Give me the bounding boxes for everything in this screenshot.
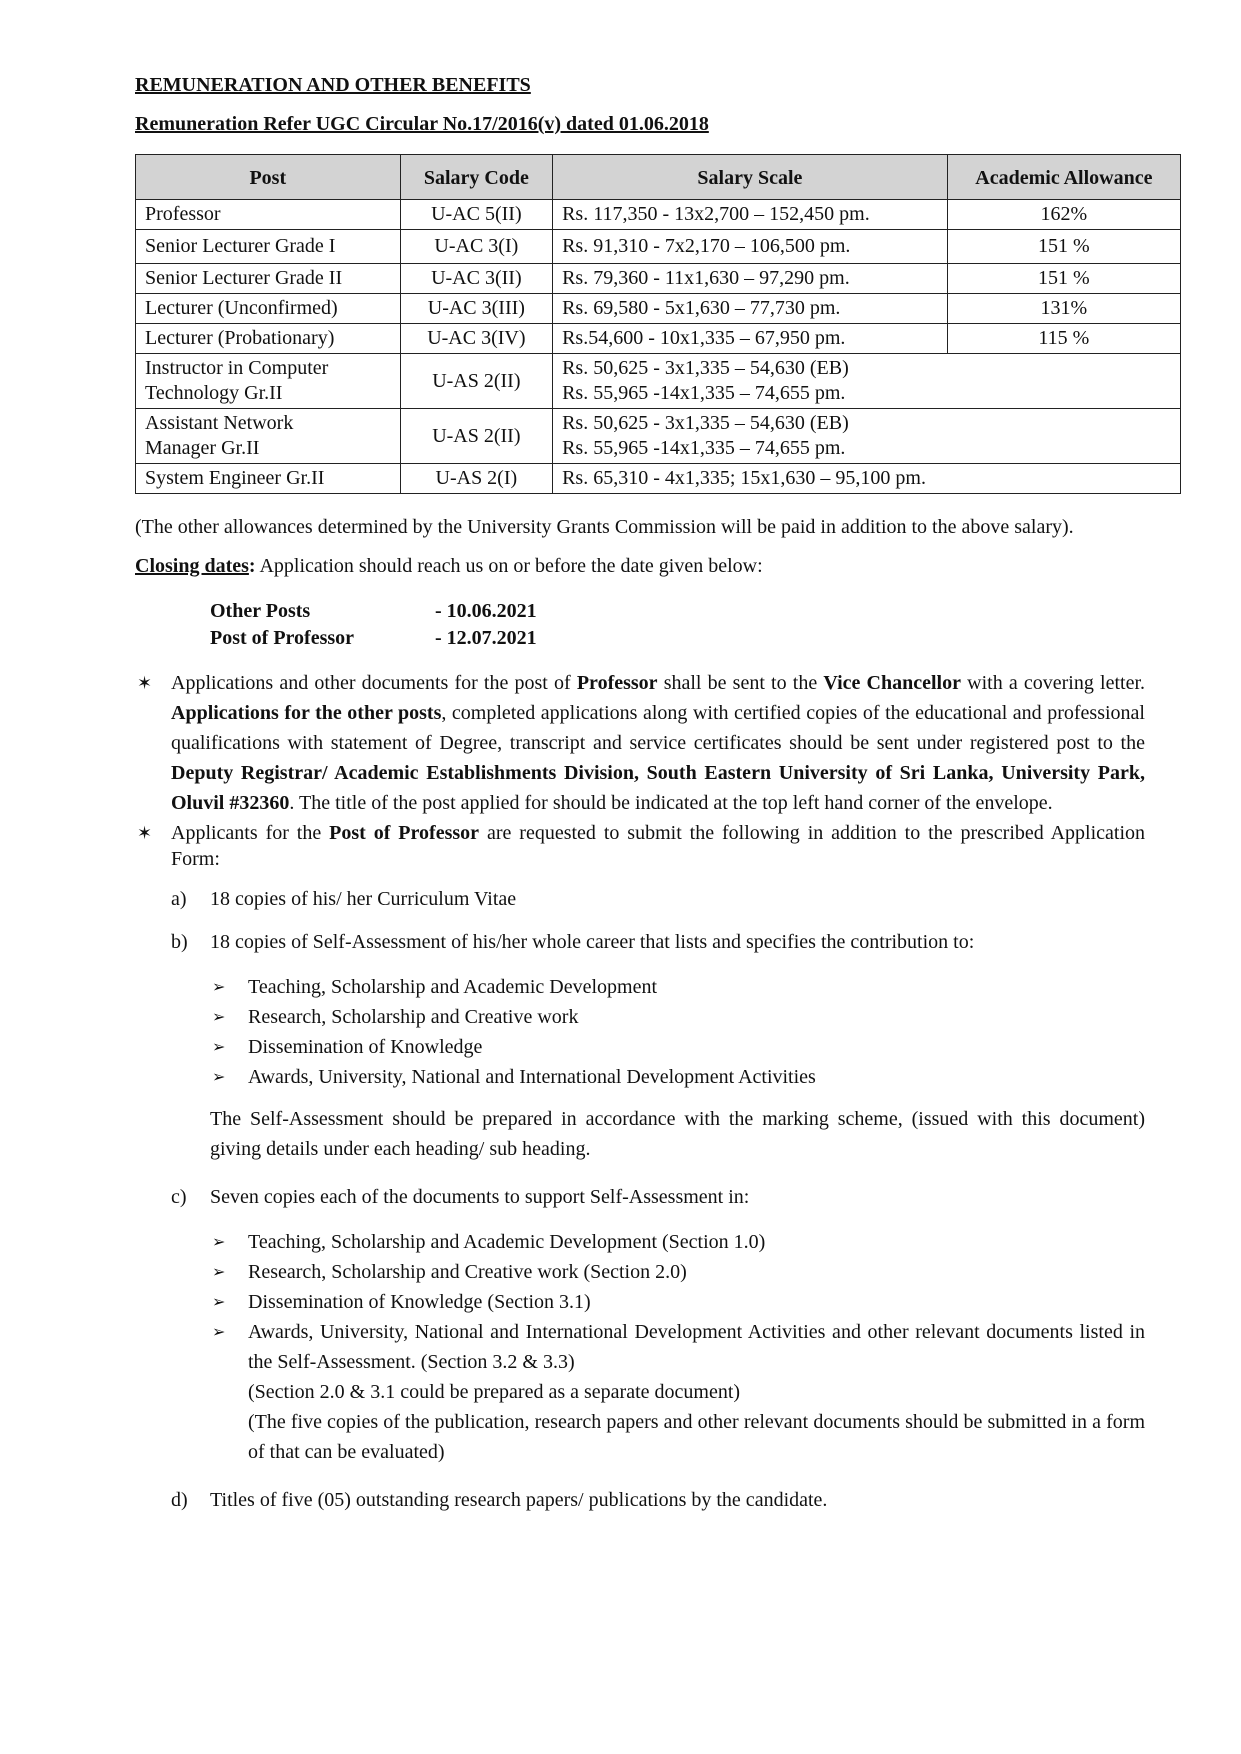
page-heading: REMUNERATION AND OTHER BENEFITS (135, 74, 531, 96)
list-item-d (135, 1489, 1145, 1512)
list-item-c (135, 1186, 1145, 1209)
table-header-row (136, 155, 1181, 200)
sub-list-item (210, 972, 1145, 1002)
post-cell: Lecturer (Probationary) (136, 324, 401, 354)
post-cell: System Engineer Gr.II (136, 464, 401, 494)
bullet-professor-requirements (135, 820, 1145, 872)
table-row (136, 409, 1181, 464)
closing-dates-line (135, 555, 1145, 578)
table-row (136, 200, 1181, 230)
table-row (136, 264, 1181, 294)
column-header: Salary Code (400, 155, 552, 200)
sub-list-item (210, 1062, 1145, 1092)
post-line: Manager Gr.II (145, 437, 260, 459)
salary-table (135, 154, 1181, 494)
bullet-bold-text: Post of Professor (329, 822, 480, 844)
bullet-text: with a covering letter. (960, 672, 1145, 694)
sub-item-text: Dissemination of Knowledge (Section 3.1) (248, 1291, 591, 1313)
arrow-bullet-icon: ➢ (212, 1037, 226, 1056)
sub-list-b (210, 972, 1145, 1092)
sub-item-text: Research, Scholarship and Creative work (248, 1006, 579, 1028)
allowance-cell: 162% (947, 200, 1180, 230)
arrow-bullet-icon: ➢ (212, 1292, 226, 1311)
code-cell: U-AC 3(II) (400, 264, 552, 294)
table-row (136, 354, 1181, 409)
post-cell (136, 409, 401, 464)
date-label: Other Posts (210, 600, 311, 622)
item-text: Titles of five (05) outstanding research papers/ publications by the candidate. (210, 1489, 828, 1511)
closing-dates-list (210, 598, 1145, 652)
scale-cell (553, 354, 1181, 409)
allowance-note: (The other allowances determined by the University Grants Commission will be paid in addition to the above salary). (135, 516, 1074, 538)
date-row (210, 598, 1145, 625)
code-cell: U-AC 5(II) (400, 200, 552, 230)
bullet-bold-text: Deputy Registrar/ Academic Establishments Division, South Eastern University of Sri Lanka, University Park, Oluvil #32360 (171, 762, 1145, 814)
sub-list-c (210, 1227, 1145, 1467)
sub-list-item (210, 1032, 1145, 1062)
sub-item-text: Awards, University, National and International Development Activities (248, 1066, 816, 1088)
code-cell: U-AS 2(I) (400, 464, 552, 494)
bullet-text: . The title of the post applied for should be indicated at the top left hand corner of the envelope. (289, 792, 1053, 814)
item-letter: d) (171, 1489, 188, 1511)
item-letter: a) (171, 888, 187, 910)
item-letter: b) (171, 931, 188, 953)
allowance-cell: 115 % (947, 324, 1180, 354)
page-subheading: Remuneration Refer UGC Circular No.17/2016(v) dated 01.06.2018 (135, 113, 709, 135)
publication-note: (The five copies of the publication, research papers and other relevant documents should be submitted in a form of that can be evaluated) (248, 1411, 1145, 1463)
arrow-bullet-icon: ➢ (212, 1322, 226, 1341)
code-cell: U-AS 2(II) (400, 409, 552, 464)
date-row (210, 625, 1145, 652)
bullet-text: Applications and other documents for the post of (171, 672, 577, 694)
star-bullet-icon: ✶ (137, 673, 153, 693)
closing-dates-text: Application should reach us on or before the date given below: (255, 555, 763, 577)
scale-line: Rs. 50,625 - 3x1,335 – 54,630 (EB) (562, 357, 849, 379)
sub-list-item (210, 1002, 1145, 1032)
date-value: - 12.07.2021 (435, 627, 537, 649)
arrow-bullet-icon: ➢ (212, 1067, 226, 1086)
bullet-bold-text: Applications for the other posts (171, 702, 442, 724)
item-letter: c) (171, 1186, 187, 1208)
scale-cell: Rs.54,600 - 10x1,335 – 67,950 pm. (553, 324, 948, 354)
sub-list-item (210, 1287, 1145, 1317)
closing-dates-colon: : (248, 555, 256, 577)
allowance-cell: 151 % (947, 264, 1180, 294)
scale-line: Rs. 50,625 - 3x1,335 – 54,630 (EB) (562, 412, 849, 434)
closing-dates-label: Closing dates (135, 555, 249, 577)
date-value: - 10.06.2021 (435, 600, 537, 622)
post-line: Instructor in Computer (145, 357, 329, 379)
bullet-text: , completed applications along with certified copies of the educational and professional qualifications with statement of Degree, transcript and service certificates should be sent under registered post to the (171, 702, 1145, 754)
code-cell: U-AS 2(II) (400, 354, 552, 409)
code-cell: U-AC 3(IV) (400, 324, 552, 354)
bullet-applications (135, 668, 1145, 818)
item-text: 18 copies of Self-Assessment of his/her whole career that lists and specifies the contribution to: (210, 931, 975, 953)
scale-cell: Rs. 91,310 - 7x2,170 – 106,500 pm. (553, 230, 948, 264)
bullet-text: Applicants for the (171, 822, 330, 844)
column-header: Academic Allowance (947, 155, 1180, 200)
scale-cell: Rs. 117,350 - 13x2,700 – 152,450 pm. (553, 200, 948, 230)
bullet-bold-text: Professor (576, 672, 658, 694)
item-text: 18 copies of his/ her Curriculum Vitae (210, 888, 517, 910)
allowance-cell: 131% (947, 294, 1180, 324)
date-label: Post of Professor (210, 627, 355, 649)
column-header: Salary Scale (553, 155, 948, 200)
table-row (136, 294, 1181, 324)
sub-list-item (210, 1227, 1145, 1257)
post-cell (136, 354, 401, 409)
post-cell: Lecturer (Unconfirmed) (136, 294, 401, 324)
section-note: (Section 2.0 & 3.1 could be prepared as a separate document) (248, 1381, 741, 1403)
table-row (136, 464, 1181, 494)
arrow-bullet-icon: ➢ (212, 1007, 226, 1026)
scale-line: Rs. 55,965 -14x1,335 – 74,655 pm. (562, 382, 846, 404)
arrow-bullet-icon: ➢ (212, 977, 226, 996)
arrow-bullet-icon: ➢ (212, 1232, 226, 1251)
self-assessment-paragraph: The Self-Assessment should be prepared in accordance with the marking scheme, (issued with this document) giving details under each heading/ sub heading. (210, 1108, 1145, 1160)
item-text: Seven copies each of the documents to support Self-Assessment in: (210, 1186, 750, 1208)
sub-item-text: Research, Scholarship and Creative work (Section 2.0) (248, 1261, 687, 1283)
sub-item-text: Awards, University, National and International Development Activities and other relevant documents listed in the Self-Assessment. (Section 3.2 & 3.3) (248, 1321, 1145, 1373)
column-header: Post (136, 155, 401, 200)
post-cell: Professor (136, 200, 401, 230)
bullet-text: are requested to submit the following in addition to the prescribed Application Form: (171, 822, 1145, 870)
bullet-text: shall be sent to the (657, 672, 824, 694)
scale-cell: Rs. 79,360 - 11x1,630 – 97,290 pm. (553, 264, 948, 294)
scale-cell: Rs. 65,310 - 4x1,335; 15x1,630 – 95,100 pm. (553, 464, 1181, 494)
star-bullet-icon: ✶ (137, 823, 153, 843)
sub-item-text: Teaching, Scholarship and Academic Development (248, 976, 658, 998)
bullet-bold-text: Vice Chancellor (823, 672, 961, 694)
table-row (136, 324, 1181, 354)
post-line: Assistant Network (145, 412, 294, 434)
sub-list-item (210, 1257, 1145, 1287)
document-page (135, 74, 1153, 1512)
allowance-cell: 151 % (947, 230, 1180, 264)
scale-cell: Rs. 69,580 - 5x1,630 – 77,730 pm. (553, 294, 948, 324)
list-item-a (135, 888, 1145, 911)
list-item-b (135, 931, 1145, 954)
scale-cell (553, 409, 1181, 464)
sub-list-item (210, 1317, 1145, 1467)
arrow-bullet-icon: ➢ (212, 1262, 226, 1281)
table-row (136, 230, 1181, 264)
post-cell: Senior Lecturer Grade I (136, 230, 401, 264)
sub-item-text: Teaching, Scholarship and Academic Development (Section 1.0) (248, 1231, 766, 1253)
code-cell: U-AC 3(I) (400, 230, 552, 264)
sub-item-text: Dissemination of Knowledge (248, 1036, 483, 1058)
scale-line: Rs. 55,965 -14x1,335 – 74,655 pm. (562, 437, 846, 459)
post-line: Technology Gr.II (145, 382, 283, 404)
code-cell: U-AC 3(III) (400, 294, 552, 324)
post-cell: Senior Lecturer Grade II (136, 264, 401, 294)
